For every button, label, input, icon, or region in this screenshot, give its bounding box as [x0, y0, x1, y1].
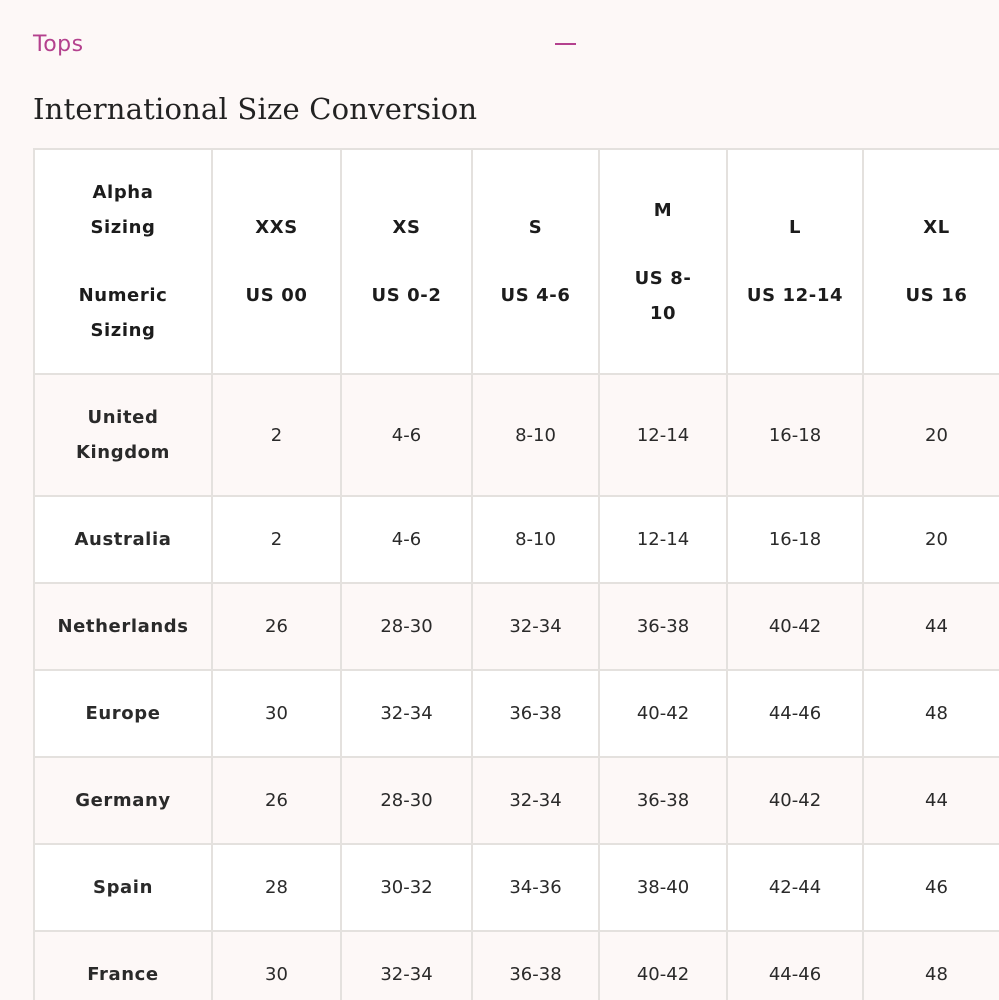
size-cell: 36-38 — [472, 931, 599, 1000]
accordion-header-tops[interactable] — [33, 25, 578, 63]
alpha-size: XXS — [255, 217, 298, 238]
alpha-size: M — [653, 199, 673, 221]
region-name: United Kingdom — [75, 407, 171, 463]
size-cell: 40-42 — [599, 931, 727, 1000]
table-row — [34, 670, 999, 757]
numeric-size: US 16 — [905, 285, 968, 306]
section-title: International Size Conversion — [33, 92, 478, 126]
numeric-size: US 8-10 — [634, 267, 692, 324]
size-cell: 40-42 — [727, 757, 863, 844]
size-cell: 28 — [212, 844, 341, 931]
size-cell: 20 — [863, 374, 999, 496]
header-label-cell — [34, 149, 212, 374]
size-cell: 32-34 — [341, 931, 472, 1000]
region-label: Germany — [34, 757, 212, 844]
region-label: Australia — [34, 496, 212, 583]
size-cell: 40-42 — [727, 583, 863, 670]
size-cell: 38-40 — [599, 844, 727, 931]
table-row — [34, 931, 999, 1000]
region-label: France — [34, 931, 212, 1000]
table-row — [34, 757, 999, 844]
size-cell: 30 — [212, 670, 341, 757]
size-cell: 12-14 — [599, 496, 727, 583]
alpha-size: L — [788, 217, 802, 238]
size-cell: 44 — [863, 583, 999, 670]
size-cell: 32-34 — [341, 670, 472, 757]
numeric-size: US 12-14 — [746, 285, 844, 306]
header-cell — [727, 149, 863, 374]
header-cell — [212, 149, 341, 374]
region-label: Europe — [34, 670, 212, 757]
size-cell: 36-38 — [472, 670, 599, 757]
size-cell: 44 — [863, 757, 999, 844]
accordion-title[interactable]: Tops — [33, 31, 84, 57]
numeric-sizing-label: Numeric Sizing — [78, 285, 168, 341]
size-cell: 34-36 — [472, 844, 599, 931]
size-cell: 36-38 — [599, 583, 727, 670]
size-conversion-table — [33, 148, 999, 1000]
size-cell: 28-30 — [341, 757, 472, 844]
alpha-size: XL — [923, 217, 950, 238]
numeric-size: US 00 — [245, 285, 308, 306]
size-cell: 42-44 — [727, 844, 863, 931]
alpha-sizing-label: Alpha Sizing — [90, 182, 156, 238]
size-cell: 8-10 — [472, 496, 599, 583]
size-cell: 8-10 — [472, 374, 599, 496]
size-cell: 32-34 — [472, 583, 599, 670]
size-cell: 44-46 — [727, 670, 863, 757]
size-cell: 16-18 — [727, 496, 863, 583]
size-cell: 28-30 — [341, 583, 472, 670]
size-cell: 26 — [212, 583, 341, 670]
size-cell: 46 — [863, 844, 999, 931]
header-cell — [863, 149, 999, 374]
size-cell: 4-6 — [341, 496, 472, 583]
table-row — [34, 583, 999, 670]
alpha-size: XS — [392, 217, 421, 238]
region-label: Netherlands — [34, 583, 212, 670]
header-cell — [341, 149, 472, 374]
table-row — [34, 844, 999, 931]
size-cell: 48 — [863, 931, 999, 1000]
size-cell: 36-38 — [599, 757, 727, 844]
region-label: Spain — [34, 844, 212, 931]
size-cell: 2 — [212, 374, 341, 496]
table-row — [34, 496, 999, 583]
region-label — [34, 374, 212, 496]
size-cell: 30 — [212, 931, 341, 1000]
size-cell: 4-6 — [341, 374, 472, 496]
size-cell: 32-34 — [472, 757, 599, 844]
table-header-row — [34, 149, 999, 374]
header-cell — [472, 149, 599, 374]
size-cell: 30-32 — [341, 844, 472, 931]
table-row — [34, 374, 999, 496]
alpha-size: S — [528, 217, 543, 238]
size-cell: 44-46 — [727, 931, 863, 1000]
size-cell: 40-42 — [599, 670, 727, 757]
minus-icon[interactable] — [555, 43, 576, 45]
size-cell: 20 — [863, 496, 999, 583]
numeric-size: US 0-2 — [371, 285, 442, 306]
size-cell: 26 — [212, 757, 341, 844]
size-cell: 2 — [212, 496, 341, 583]
size-cell: 48 — [863, 670, 999, 757]
numeric-size: US 4-6 — [500, 285, 571, 306]
size-cell: 16-18 — [727, 374, 863, 496]
header-cell — [599, 149, 727, 374]
size-cell: 12-14 — [599, 374, 727, 496]
